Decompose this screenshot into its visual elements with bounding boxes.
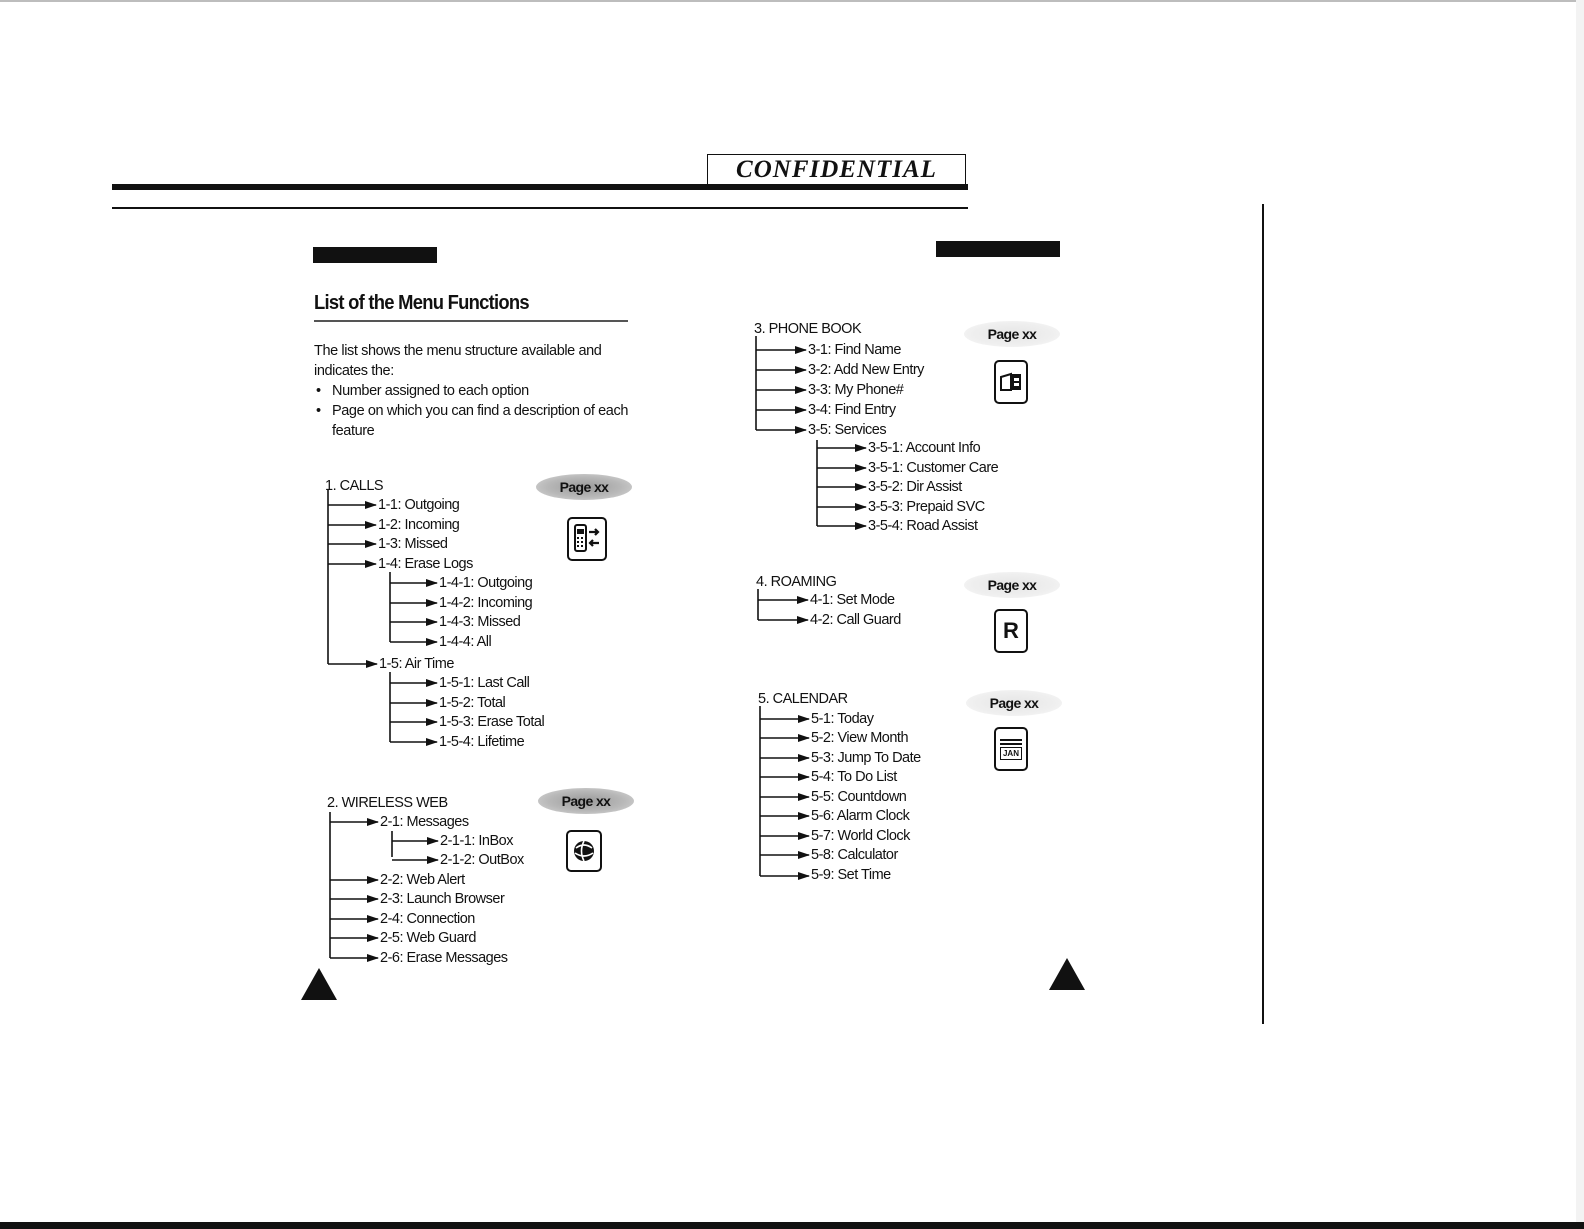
page-ref-badge-calendar: Page xx xyxy=(966,690,1062,716)
submenu-item: 3-5-2: Dir Assist xyxy=(868,479,962,495)
confidential-stamp: CONFIDENTIAL xyxy=(707,154,966,185)
phone-book-glyph xyxy=(999,371,1023,393)
submenu-item: 1-4-2: Incoming xyxy=(439,595,533,611)
submenu-item: 1-5-1: Last Call xyxy=(439,675,530,691)
page-corner-triangle-left xyxy=(301,968,337,1000)
menu-item: 5-4: To Do List xyxy=(811,769,897,785)
scan-edge-right xyxy=(1576,0,1584,1229)
menu-item: 4-2: Call Guard xyxy=(810,612,901,628)
calendar-icon xyxy=(994,727,1028,771)
menu-item: 5-2: View Month xyxy=(811,730,909,746)
submenu-item: 1-4-4: All xyxy=(439,634,492,650)
menu-item: 1-3: Missed xyxy=(378,536,448,552)
calendar-month-label: JAN xyxy=(1000,747,1022,760)
intro-paragraph: The list shows the menu structure available and indicates the: xyxy=(314,343,602,379)
menu-item: 3-5: Services xyxy=(808,422,887,438)
menu-item: 5-6: Alarm Clock xyxy=(811,808,910,824)
submenu-item: 1-5-2: Total xyxy=(439,695,506,711)
menu-heading-calls: 1. CALLS xyxy=(325,478,384,494)
menu-item: 2-3: Launch Browser xyxy=(380,891,505,907)
scan-edge-top xyxy=(0,0,1584,2)
submenu-item: 1-4-3: Missed xyxy=(439,614,521,630)
submenu-item: 2-1-1: InBox xyxy=(440,833,513,849)
submenu-item: 3-5-3: Prepaid SVC xyxy=(868,499,985,515)
intro-bullet: • Number assigned to each option xyxy=(314,381,634,401)
menu-item: 1-5: Air Time xyxy=(379,656,454,672)
section-tab-left xyxy=(313,247,437,263)
menu-item: 5-7: World Clock xyxy=(811,828,910,844)
menu-heading-wireless-web: 2. WIRELESS WEB xyxy=(327,795,448,811)
menu-heading-phone-book: 3. PHONE BOOK xyxy=(754,321,862,337)
submenu-item: 3-5-4: Road Assist xyxy=(868,518,978,534)
menu-heading-calendar: 5. CALENDAR xyxy=(758,691,848,707)
menu-item: 4-1: Set Mode xyxy=(810,592,895,608)
submenu-item: 2-1-2: OutBox xyxy=(440,852,524,868)
menu-item: 2-4: Connection xyxy=(380,911,475,927)
menu-item: 5-1: Today xyxy=(811,711,874,727)
menu-item: 5-5: Countdown xyxy=(811,789,907,805)
menu-item: 2-2: Web Alert xyxy=(380,872,465,888)
page-title: List of the Menu Functions xyxy=(314,292,529,314)
menu-item: 2-6: Erase Messages xyxy=(380,950,508,966)
globe-glyph xyxy=(571,838,597,864)
intro-bullet: • Page on which you can find a description of each feature xyxy=(314,401,634,441)
menu-item: 2-1: Messages xyxy=(380,814,469,830)
phone-calls-glyph xyxy=(572,522,602,556)
menu-item: 5-8: Calculator xyxy=(811,847,898,863)
calendar-rings xyxy=(1000,739,1022,745)
roaming-icon: R xyxy=(994,609,1028,653)
calendar-glyph xyxy=(1000,739,1022,760)
menu-item: 3-3: My Phone# xyxy=(808,382,904,398)
title-underline xyxy=(314,320,628,322)
menu-item: 1-4: Erase Logs xyxy=(378,556,473,572)
menu-item: 3-2: Add New Entry xyxy=(808,362,924,378)
submenu-item: 3-5-1: Account Info xyxy=(868,440,981,456)
menu-item: 1-1: Outgoing xyxy=(378,497,460,513)
submenu-item: 1-4-1: Outgoing xyxy=(439,575,533,591)
submenu-item: 1-5-4: Lifetime xyxy=(439,734,525,750)
submenu-item: 3-5-1: Customer Care xyxy=(868,460,999,476)
menu-item: 5-9: Set Time xyxy=(811,867,891,883)
page-edge-rule xyxy=(1262,204,1264,1024)
menu-item: 3-1: Find Name xyxy=(808,342,901,358)
phone-calls-icon xyxy=(567,517,607,561)
page-ref-badge-wireless-web: Page xx xyxy=(538,788,634,814)
page-ref-badge-roaming: Page xx xyxy=(964,572,1060,598)
menu-item: 5-3: Jump To Date xyxy=(811,750,921,766)
page-corner-triangle-right xyxy=(1049,958,1085,990)
intro-text xyxy=(314,341,634,441)
menu-item: 1-2: Incoming xyxy=(378,517,460,533)
header-rule-thick xyxy=(112,184,968,190)
phone-book-icon xyxy=(994,360,1028,404)
page-ref-badge-phone-book: Page xx xyxy=(964,321,1060,347)
menu-item: 2-5: Web Guard xyxy=(380,930,476,946)
header-rule-thin xyxy=(112,207,968,209)
page-ref-badge-calls: Page xx xyxy=(536,474,632,500)
menu-item: 3-4: Find Entry xyxy=(808,402,896,418)
section-tab-right xyxy=(936,241,1060,257)
globe-icon xyxy=(566,830,602,872)
menu-heading-roaming: 4. ROAMING xyxy=(756,574,837,590)
submenu-item: 1-5-3: Erase Total xyxy=(439,714,545,730)
intro-bullet-list xyxy=(314,381,634,441)
scan-edge-bottom xyxy=(0,1222,1584,1229)
